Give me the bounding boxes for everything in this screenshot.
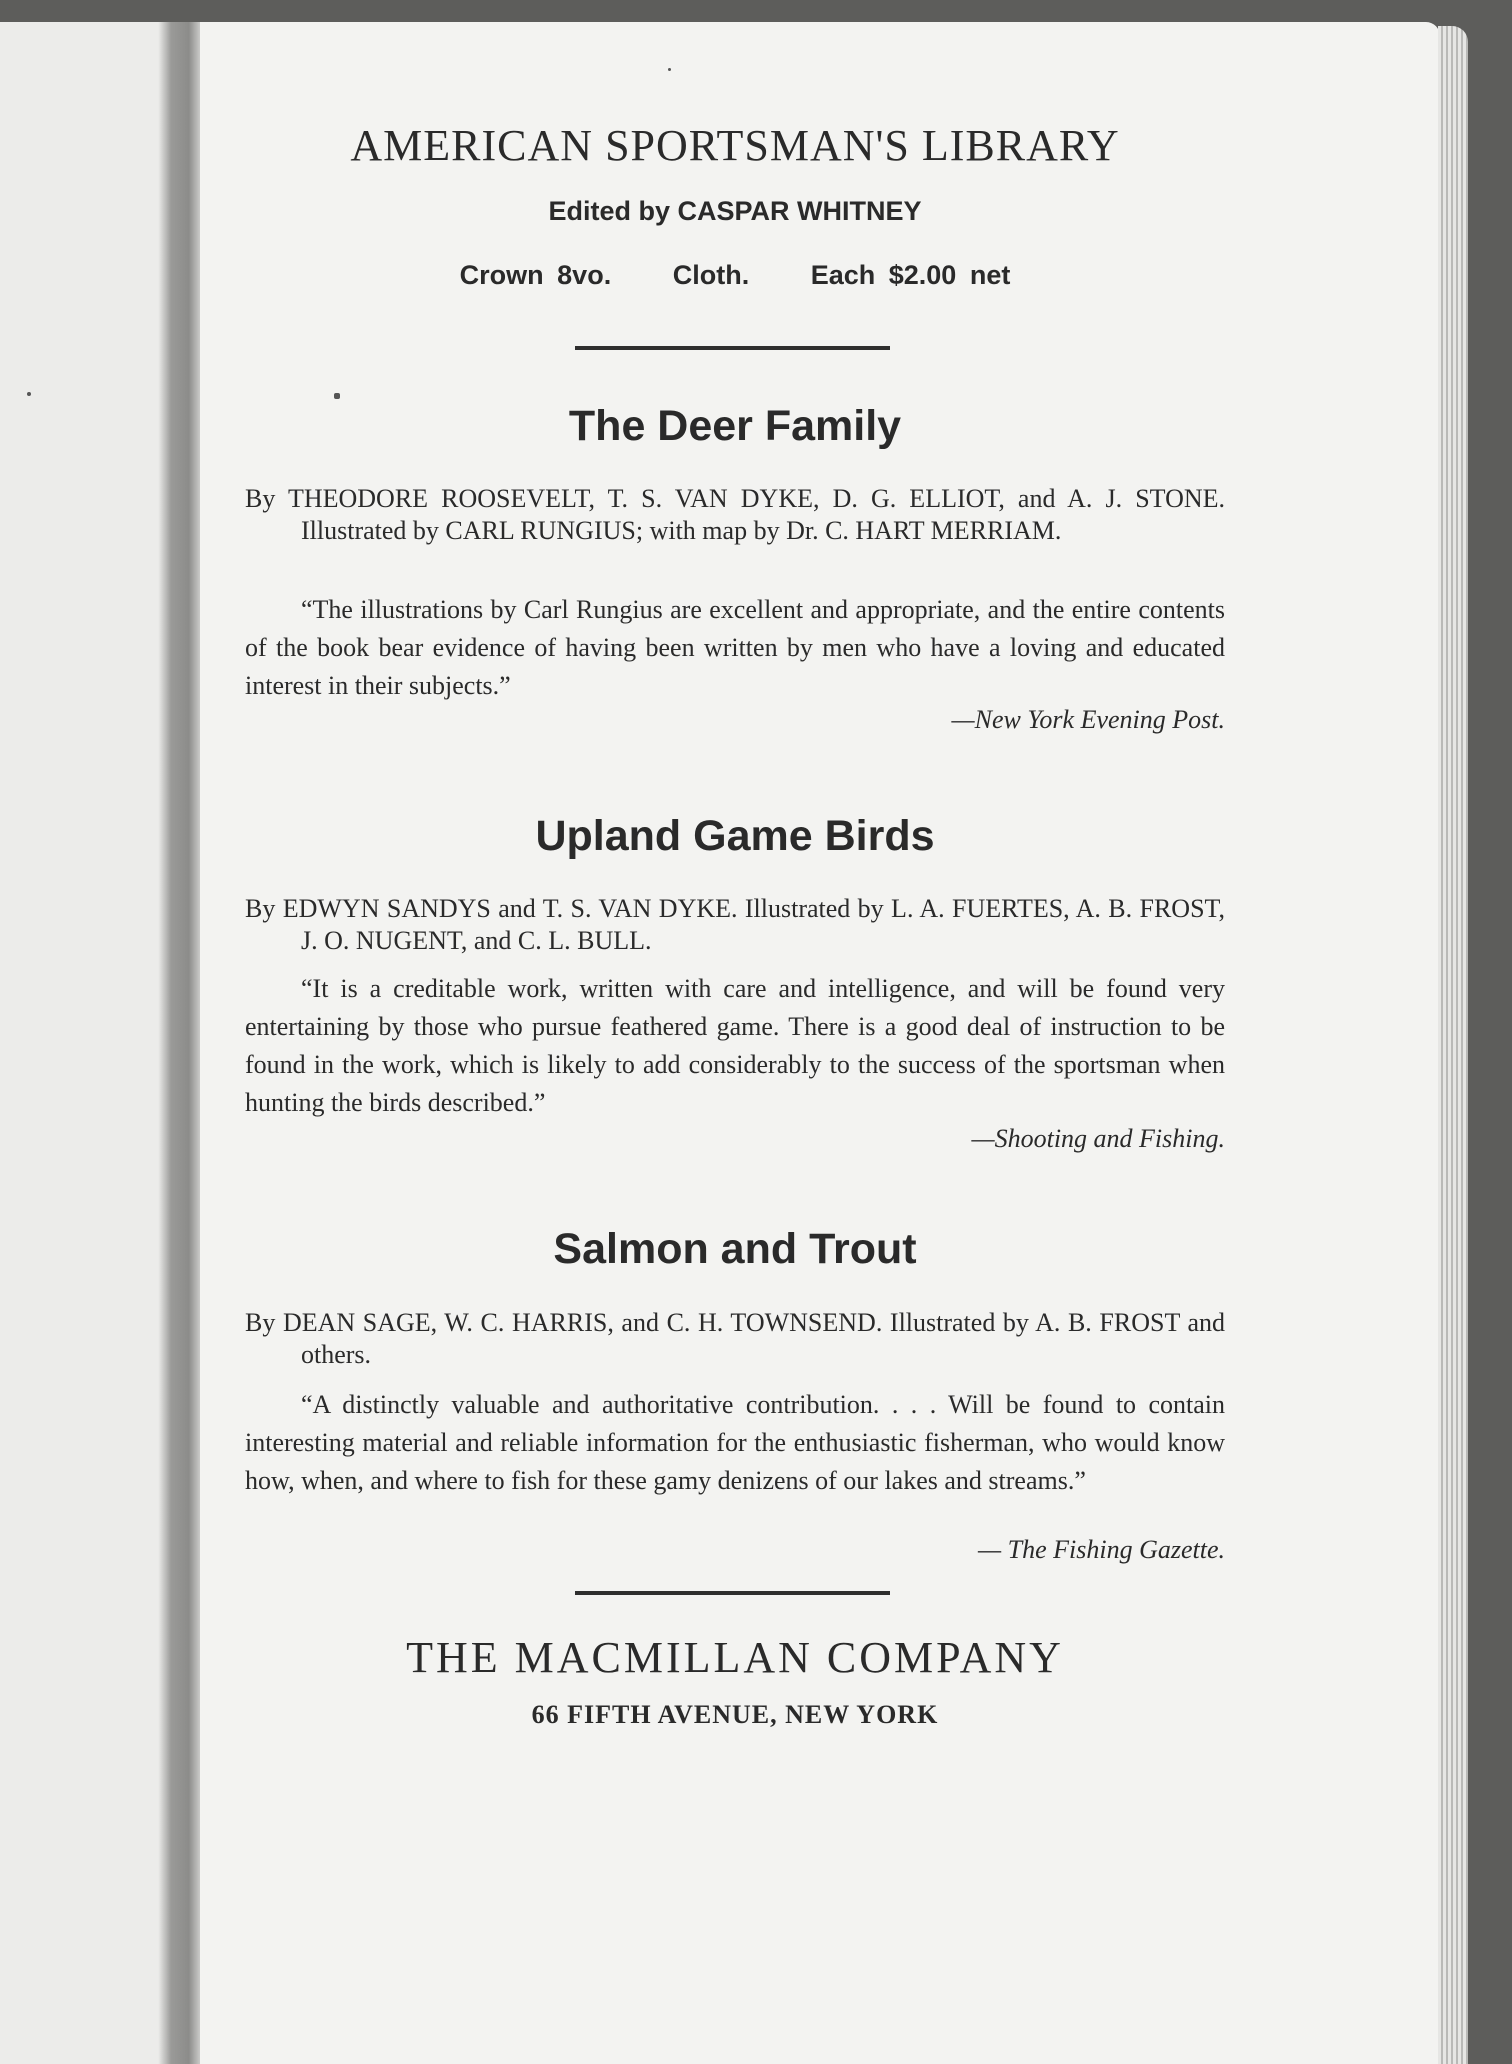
book-byline: By EDWYN SANDYS and T. S. VAN DYKE. Illustrated by L. A. FUERTES, A. B. FROST, J. O. NUGENT, and C. L. BULL.	[245, 894, 1225, 955]
speck	[27, 392, 31, 396]
advertisement-page	[245, 0, 1225, 2064]
review-source: —Shooting and Fishing.	[971, 1124, 1225, 1153]
format-line	[245, 260, 1225, 291]
format-size: Crown 8vo.	[459, 260, 612, 290]
editor-line: Edited by CASPAR WHITNEY	[548, 196, 922, 226]
divider-rule	[575, 346, 890, 350]
publisher-name: THE MACMILLAN COMPANY	[406, 1633, 1064, 1682]
divider-rule	[575, 1591, 890, 1595]
book-review-quote: “A distinctly valuable and authoritative contribution. . . . Will be found to contain interesting material and reliable information for the enthusiastic fisherman, who would know how, when, and where to fish for these gamy denizens of our lakes and streams.”	[245, 1390, 1225, 1495]
review-source: —New York Evening Post.	[951, 705, 1225, 734]
format-price: Each $2.00 net	[810, 260, 1011, 290]
book-review-quote: “It is a creditable work, written with care and intelligence, and will be found very entertaining by those who pursue feathered game. There is a good deal of instruction to be found in the work, which is likely to add considerably to the success of the sportsman when hunting the birds described.”	[245, 974, 1225, 1117]
review-source: — The Fishing Gazette.	[978, 1535, 1225, 1564]
book-title: The Deer Family	[568, 402, 902, 450]
book-byline: By THEODORE ROOSEVELT, T. S. VAN DYKE, D. G. ELLIOT, and A. J. STONE. Illustrated by CARL RUNGIUS; with map by Dr. C. HART MERRIAM.	[245, 484, 1225, 545]
page-edges	[1438, 26, 1468, 2064]
publisher-address: 66 FIFTH AVENUE, NEW YORK	[531, 1700, 939, 1729]
book-title: Salmon and Trout	[553, 1225, 917, 1273]
left-page	[0, 22, 165, 2064]
format-binding: Cloth.	[672, 260, 750, 290]
book-review-quote: “The illustrations by Carl Rungius are excellent and appropriate, and the entire contents of the book bear evidence of having been written by men who have a loving and educated interest in their subjects.”	[245, 595, 1225, 700]
book-byline: By DEAN SAGE, W. C. HARRIS, and C. H. TOWNSEND. Illustrated by A. B. FROST and others.	[245, 1308, 1225, 1369]
book-title: Upland Game Birds	[535, 812, 935, 860]
series-title: AMERICAN SPORTSMAN'S LIBRARY	[350, 121, 1120, 170]
book-gutter	[158, 22, 202, 2064]
